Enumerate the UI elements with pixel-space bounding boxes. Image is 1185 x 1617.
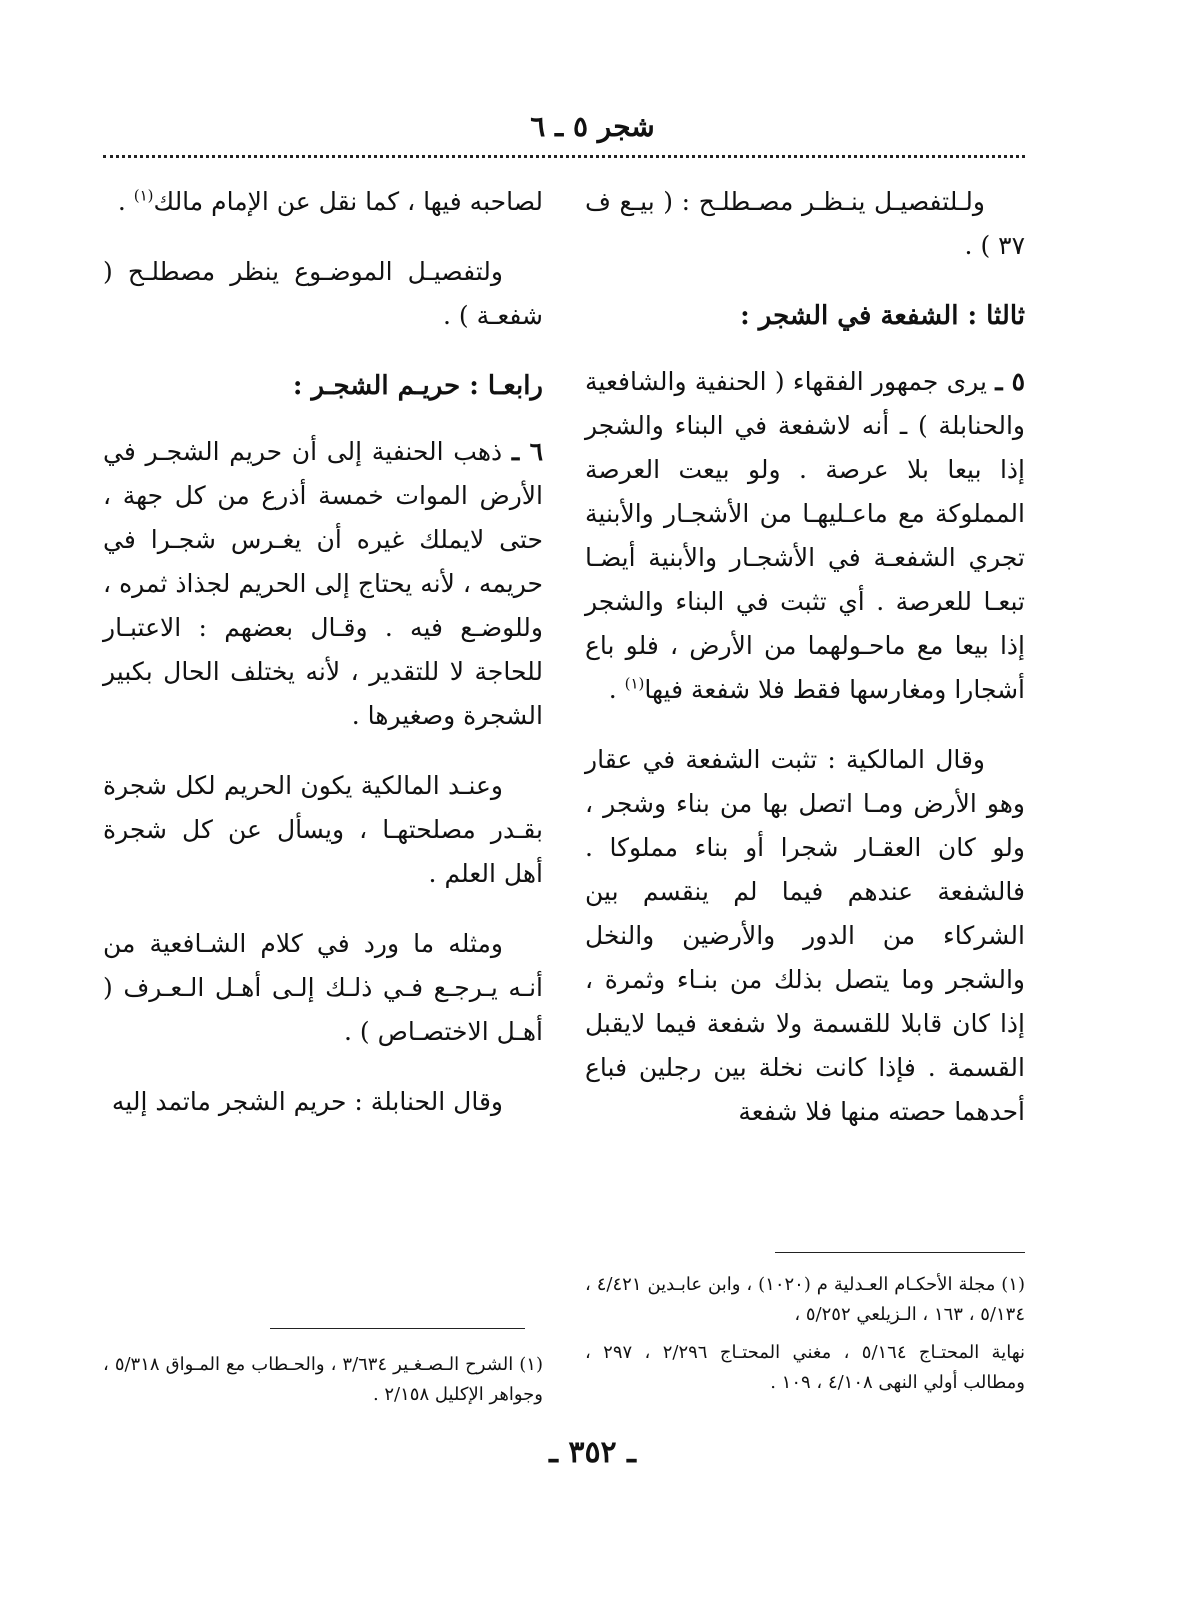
paragraph-text: ذهب الحنفية إلى أن حريم الشجـر في الأرض الموات خمسة أذرع من كل جهة ، حتى لايملك غيره أن يغـرس شجـرا في حريمه ، لأنه يحتاج إلى الحريم لجذاذ ثمره ، وللوضـع فيه . وقـال بعضهم : الاعتبـار للحاجة لا للتقدير ، لأنه يختلف الحال بكبير الشجرة وصغيرها .	[103, 437, 543, 730]
paragraph-text: لصاحبه فيها ، كما نقل عن الإمام مالك	[153, 187, 543, 216]
paragraph-number: ٥ ـ	[995, 367, 1026, 396]
footnote-line: نهاية المحتـاج ٥/١٦٤ ، مغني المحتـاج ٢/٢٩٦ ، ٢٩٧ ، ومطالب أولي النهى ٤/١٠٨ ، ١٠٩ .	[585, 1342, 1026, 1393]
paragraph-hanabila-harim: وقال الحنابلة : حريم الشجر ماتمد إليه	[111, 1087, 503, 1116]
paragraph-number: ٦ ـ	[511, 437, 544, 466]
footnote-line: (١) مجلة الأحكـام العـدلية م (١٠٢٠) ، وابن عابـدين ٤/٤٢١ ، ٥/١٣٤ ، ١٦٣ ، الـزيلعي ٥/٢٥٢ ،	[585, 1274, 1025, 1325]
footnote-marker[interactable]: (١)	[133, 186, 154, 205]
paragraph-text: يرى جمهور الفقهاء ( الحنفية والشافعية والحنابلة ) ـ أنه لاشفعة في البناء والشجر إذا بيعا بلا عرصة . ولو بيعت العرصة المملوكة مع ماعـليهـا من الأشجـار والأبنية تجري الشفعـة في الأشجـار والأبنية أيضـا تبعـا للعرصة . أي تثبت في البناء والشجر إذا بيعا مع ماحـولهما من الأرض ، فلو باع أشجارا ومغارسها فقط فلا شفعة فيها	[585, 367, 1025, 704]
footnote-separator-right	[775, 1252, 1025, 1253]
section-heading-third: ثالثا : الشفعة في الشجر :	[740, 301, 1025, 331]
page-number: ـ ٣٥٢ ـ	[549, 1435, 636, 1470]
paragraph-malikiyya-harim: وعنـد المالكية يكون الحريم لكل شجرة بقـدر مصلحتهـا ، ويسأل عن كل شجرة أهل العلم .	[103, 771, 543, 888]
paragraph-5	[585, 360, 1025, 712]
section-heading-fourth: رابعـا : حريـم الشجـر :	[292, 371, 543, 401]
paragraph-end: .	[608, 675, 625, 704]
paragraph-continuation	[103, 180, 543, 224]
paragraph-see-sale: ولـلتفصيـل ينـظـر مصـطلـح : ( بيـع ف ٣٧ ) .	[585, 187, 1025, 260]
footnote-separator-left	[270, 1328, 525, 1329]
paragraph-end: .	[117, 187, 134, 216]
right-column	[585, 180, 1025, 1160]
footnote-line: (١) الشرح الـصـغـير ٣/٦٣٤ ، والحـطاب مع المـواق ٥/٣١٨ ، وجواهر الإكليل ٢/١٥٨ .	[103, 1354, 543, 1405]
left-column	[103, 180, 543, 1150]
paragraph-malikiyya: وقال المالكية : تثبت الشفعة في عقار وهو الأرض ومـا اتصل بها من بناء وشجر ، ولو كان العقـار شجرا أو بناء مملوكا . فالشفعة عندهم فيما لم ينقسم بين الشركاء من الدور والأرضين والنخل والشجر وما يتصل بذلك من بنـاء وثمرة ، إذا كان قابلا للقسمة ولا شفعة فيما لايقبل القسمة . فإذا كانت نخلة بين رجلين فباع أحدهما حصته منها فلا شفعة	[585, 745, 1025, 1126]
paragraph-see-shuf-a: ولتفصيـل الموضـوع ينظر مصطلـح ( شفعـة ) .	[103, 257, 543, 330]
footnotes-left	[103, 1350, 543, 1418]
paragraph-6	[103, 430, 543, 738]
page-header-title: شجر ٥ ـ ٦	[530, 110, 655, 143]
header-dotted-rule	[103, 155, 1025, 158]
paragraph-shafiiyya-harim: ومثله ما ورد في كلام الشـافعية من أنـه يـرجـع فـي ذلـك إلـى أهـل الـعـرف ( أهـل الاختصـاص ) .	[103, 929, 543, 1046]
footnotes-right	[585, 1270, 1025, 1406]
footnote-marker[interactable]: (١)	[624, 674, 645, 693]
